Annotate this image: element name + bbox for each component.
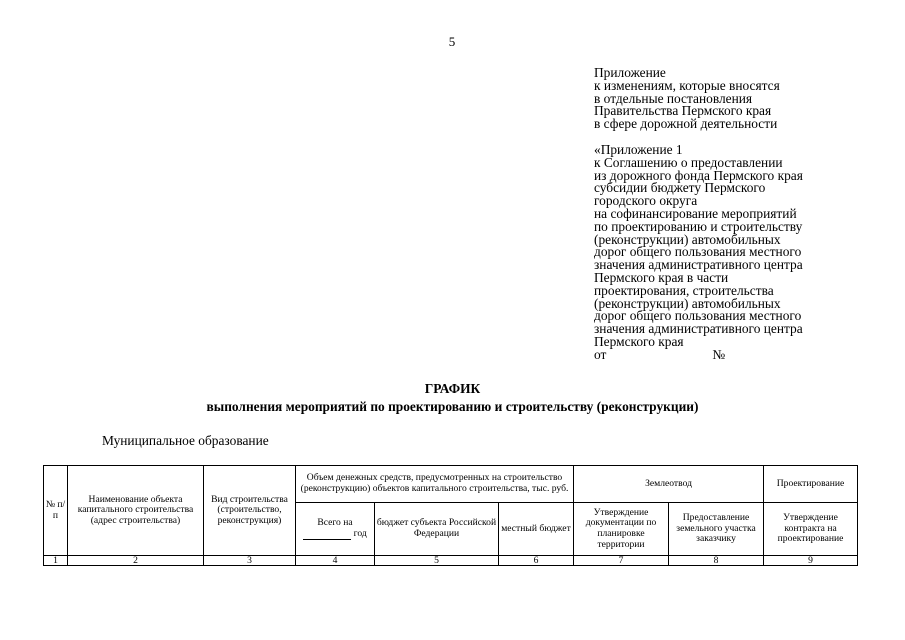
appendix-block — [594, 67, 894, 362]
header-funding-group: Объем денежных средств, предусмотренных на строительство (реконструкцию) объектов капитального строительства, тыс. руб. — [296, 466, 574, 503]
schedule-table — [43, 465, 858, 566]
agreement-line: (реконструкции) автомобильных — [594, 295, 781, 311]
agreement-line: дорог общего пользования местного — [594, 308, 802, 324]
header-regional-budget: бюджет субъекта Российской Федерации — [375, 503, 499, 556]
document-subtitle: выполнения мероприятий по проектированию и строительству (реконструкции) — [206, 399, 699, 414]
table-header-row — [44, 466, 858, 503]
column-number: 3 — [204, 556, 296, 566]
agreement-line: Пермского края в части — [594, 269, 729, 285]
number-label: № — [712, 346, 726, 362]
agreement-line: по проектированию и строительству — [594, 218, 803, 234]
column-number: 1 — [44, 556, 68, 566]
column-number: 6 — [499, 556, 574, 566]
column-number: 2 — [68, 556, 204, 566]
header-construction-type: Вид строительства (строительство, реконструкция) — [204, 466, 296, 556]
column-number: 4 — [296, 556, 375, 566]
agreement-line: субсидии бюджету Пермского — [594, 180, 766, 196]
municipality-label: Муниципальное образование — [102, 433, 269, 448]
appendix-line: Приложение — [594, 65, 666, 80]
agreement-line: из дорожного фонда Пермского края — [594, 167, 803, 183]
appendix-line: Правительства Пермского края — [594, 103, 772, 119]
header-land-docs: Утверждение документации по планировке территории — [574, 503, 669, 556]
agreement-line: на софинансирование мероприятий — [594, 205, 797, 221]
agreement-line: значения административного центра — [594, 321, 803, 337]
signature-row — [594, 346, 894, 362]
agreement-line: Пермского края — [594, 333, 684, 349]
agreement-line: значения административного центра — [594, 257, 803, 273]
appendix-line: в отдельные постановления — [594, 90, 753, 106]
header-land-group: Землеотвод — [574, 466, 764, 503]
header-local-budget: местный бюджет — [499, 503, 574, 556]
agreement-line: городского округа — [594, 193, 698, 209]
column-number: 9 — [764, 556, 858, 566]
agreement-line: проектирования, строительства — [594, 282, 774, 298]
agreement-line: (реконструкции) автомобильных — [594, 231, 781, 247]
header-object-name: Наименование объекта капитального строительства (адрес строительства) — [68, 466, 204, 556]
agreement-line: «Приложение 1 — [594, 141, 683, 157]
column-number: 5 — [375, 556, 499, 566]
date-from-label: от — [594, 346, 607, 362]
header-land-plot: Предоставление земельного участка заказчику — [669, 503, 764, 556]
column-number: 8 — [669, 556, 764, 566]
header-row-number: № п/п — [44, 466, 68, 556]
appendix-line: к изменениям, которые вносятся — [594, 77, 780, 93]
document-title: ГРАФИК — [424, 381, 481, 396]
page-number: 5 — [448, 34, 456, 49]
year-blank — [303, 530, 351, 540]
agreement-line: дорог общего пользования местного — [594, 244, 802, 260]
header-design-contract: Утверждение контракта на проектирование — [764, 503, 858, 556]
appendix-line: в сфере дорожной деятельности — [594, 116, 778, 132]
header-total-suffix: год — [353, 528, 367, 539]
header-total-prefix: Всего на — [317, 517, 353, 529]
header-total — [296, 503, 375, 556]
column-number-row — [44, 556, 858, 566]
header-design-group: Проектирование — [764, 466, 858, 503]
column-number: 7 — [574, 556, 669, 566]
agreement-line: к Соглашению о предоставлении — [594, 154, 783, 170]
